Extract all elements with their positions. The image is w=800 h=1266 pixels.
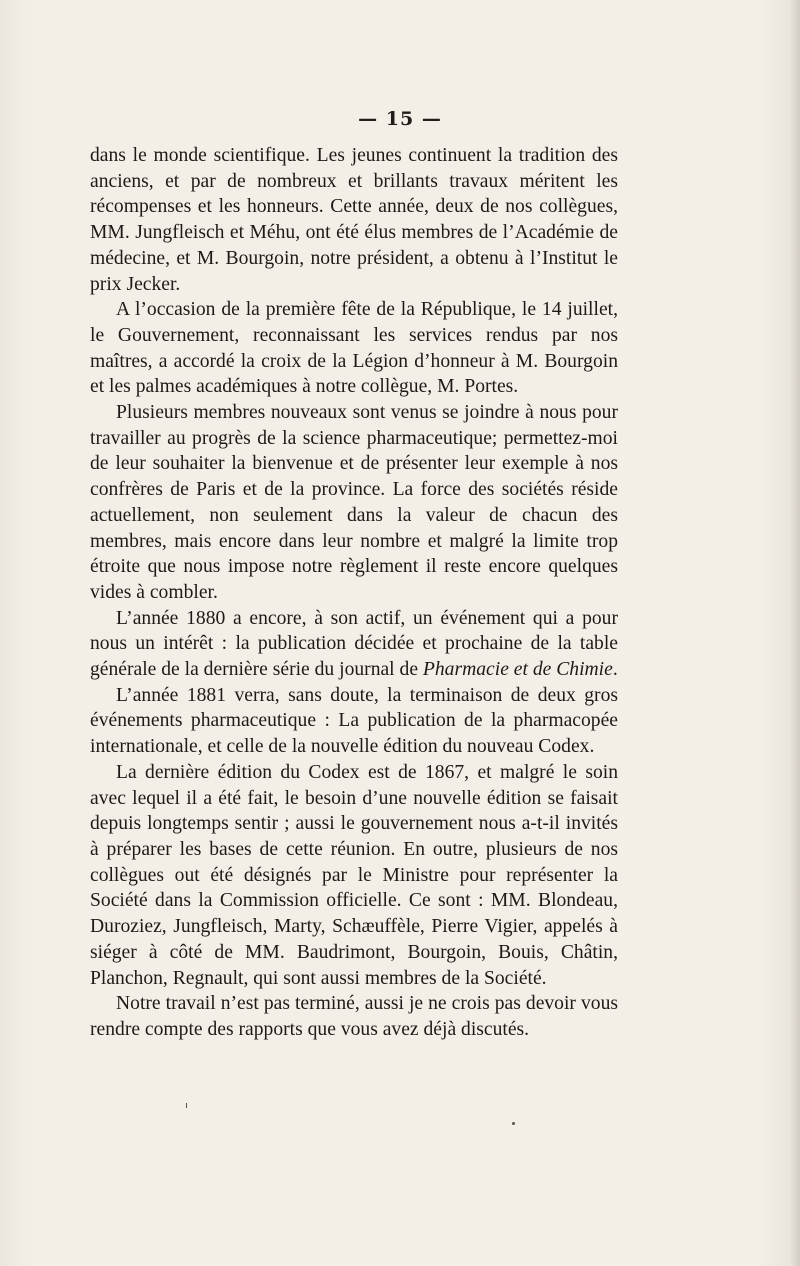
paragraph-4 xyxy=(90,606,618,683)
page-number: — 15 — xyxy=(358,108,442,130)
paragraph-4-end: . xyxy=(612,659,618,681)
paragraph-1: dans le monde scientifique. Les jeunes continuent la tradition des anciens, et par de nombreux et brillants travaux méritent les récompenses et les honneurs. Cette année, deux de nos collègues, MM. Jungfleisch et Méhu, ont été élus membres de l’Académie de médecine, et M. Bourgoin, notre président, a obtenu à l’Institut le prix Jecker. xyxy=(90,145,618,295)
paragraph-6: La dernière édition du Codex est de 1867, et malgré le soin avec lequel il a été fait, le besoin d’une nouvelle édition se faisait depuis longtemps sentir ; aussi le gouvernement nous a-t-il invités à préparer les bases de cette réunion. En outre, plusieurs de nos collègues out été désignés par le Ministre pour représenter la Société dans la Commission officielle. Ce sont : MM. Blondeau, Duroziez, Jungfleisch, Marty, Schæuffèle, Pierre Vigier, appelés à siéger à côté de MM. Baudrimont, Bourgoin, Bouis, Châtin, Planchon, Regnault, qui sont aussi membres de la Société. xyxy=(90,761,618,989)
body-text xyxy=(90,143,618,1043)
journal-title: Pharmacie et de Chimie xyxy=(422,659,613,681)
paragraph-5: L’année 1881 verra, sans doute, la terminaison de deux gros événements pharmaceutique : La publication de la pharmacopée internationale, et celle de la nouvelle édition du nouveau Codex. xyxy=(90,684,618,758)
paragraph-3: Plusieurs membres nouveaux sont venus se joindre à nous pour travailler au progrès de la science pharmaceutique; permettez-moi de leur souhaiter la bienvenue et de présenter leur exemple à nos confrères de Paris et de la province. La force des sociétés réside actuellement, non seulement dans la valeur de chacun des membres, mais encore dans leur nombre et malgré la limite trop étroite que nous impose notre règlement il reste encore quelques vides à combler. xyxy=(90,402,618,603)
paragraph-7: Notre travail n’est pas terminé, aussi je ne crois pas devoir vous rendre compte des rapports que vous avez déjà discutés. xyxy=(90,993,618,1040)
page-edge-shadow xyxy=(790,0,800,1266)
paragraph-2: A l’occasion de la première fête de la République, le 14 juillet, le Gouvernement, reconnaissant les services rendus par nos maîtres, a accordé la croix de la Légion d’honneur à M. Bourgoin et les palmes académiques à notre collègue, M. Portes. xyxy=(90,299,618,398)
ink-speck xyxy=(512,1122,515,1125)
paragraph-4-text: L’année 1880 a encore, à son actif, un événement qui a pour nous un intérêt : la publication décidée et prochaine de la table générale de la dernière série du journal de xyxy=(90,607,618,681)
ink-speck xyxy=(186,1103,187,1108)
